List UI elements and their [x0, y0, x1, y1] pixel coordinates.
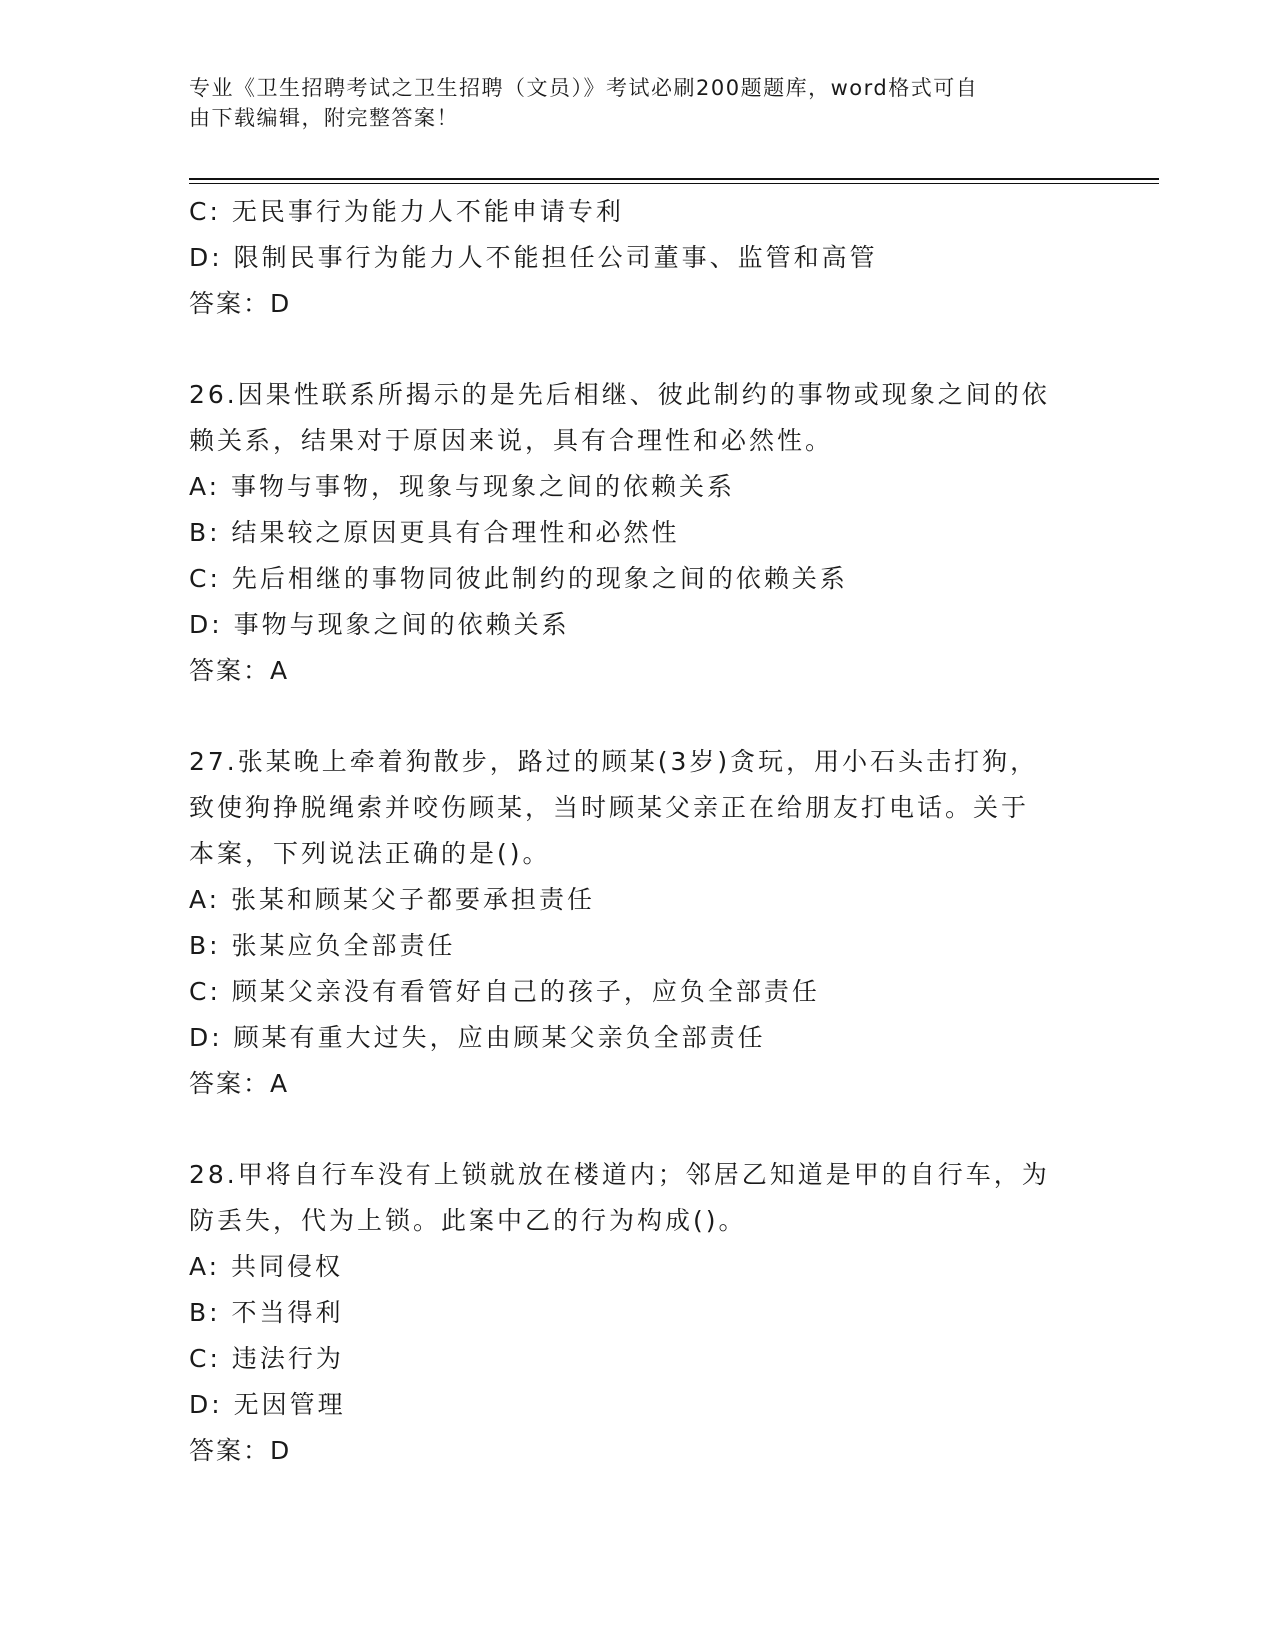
- question-28: [189, 1152, 1089, 1474]
- answer-line: 答案：D: [189, 1436, 292, 1465]
- document-header: [189, 73, 1089, 133]
- question-stem-line: 本案，下列说法正确的是()。: [189, 839, 551, 868]
- question-27: [189, 739, 1089, 1107]
- question-stem-line: 赖关系，结果对于原因来说，具有合理性和必然性。: [189, 426, 834, 455]
- question-stem-line: 致使狗挣脱绳索并咬伤顾某，当时顾某父亲正在给朋友打电话。关于: [189, 793, 1030, 822]
- question-stem-line: 26.因果性联系所揭示的是先后相继、彼此制约的事物或现象之间的依: [189, 380, 1050, 409]
- option-b: B: 不当得利: [189, 1298, 344, 1327]
- header-divider-thin: [189, 183, 1159, 184]
- option-d: D: 顾某有重大过失，应由顾某父亲负全部责任: [189, 1023, 766, 1052]
- option-c: C: 先后相继的事物同彼此制约的现象之间的依赖关系: [189, 564, 848, 593]
- document-body: [189, 189, 1089, 1474]
- question-stem-line: 27.张某晚上牵着狗散步，路过的顾某(3岁)贪玩，用小石头击打狗，: [189, 747, 1039, 776]
- spacer: [189, 327, 1089, 372]
- option-a: A: 张某和顾某父子都要承担责任: [189, 885, 596, 914]
- option-b: B: 结果较之原因更具有合理性和必然性: [189, 518, 680, 547]
- spacer: [189, 1107, 1089, 1152]
- question-stem-line: 28.甲将自行车没有上锁就放在楼道内；邻居乙知道是甲的自行车，为: [189, 1160, 1050, 1189]
- option-a: A: 共同侵权: [189, 1252, 344, 1281]
- option-d: D: 事物与现象之间的依赖关系: [189, 610, 570, 639]
- header-divider-thick: [189, 178, 1159, 180]
- header-line-2: 由下载编辑，附完整答案！: [189, 106, 459, 130]
- spacer: [189, 694, 1089, 739]
- option-d: D: 无因管理: [189, 1390, 346, 1419]
- option-c: C: 顾某父亲没有看管好自己的孩子，应负全部责任: [189, 977, 820, 1006]
- option-d: D: 限制民事行为能力人不能担任公司董事、监管和高管: [189, 243, 878, 272]
- question-25-continuation: [189, 189, 1089, 327]
- header-line-1: 专业《卫生招聘考试之卫生招聘（文员）》考试必刷200题题库，word格式可自: [189, 76, 979, 100]
- answer-line: 答案：D: [189, 289, 292, 318]
- answer-line: 答案：A: [189, 1069, 290, 1098]
- answer-line: 答案：A: [189, 656, 290, 685]
- question-26: [189, 372, 1089, 694]
- option-c: C: 无民事行为能力人不能申请专利: [189, 197, 624, 226]
- option-a: A: 事物与事物，现象与现象之间的依赖关系: [189, 472, 736, 501]
- question-stem-line: 防丢失，代为上锁。此案中乙的行为构成()。: [189, 1206, 747, 1235]
- option-b: B: 张某应负全部责任: [189, 931, 456, 960]
- option-c: C: 违法行为: [189, 1344, 344, 1373]
